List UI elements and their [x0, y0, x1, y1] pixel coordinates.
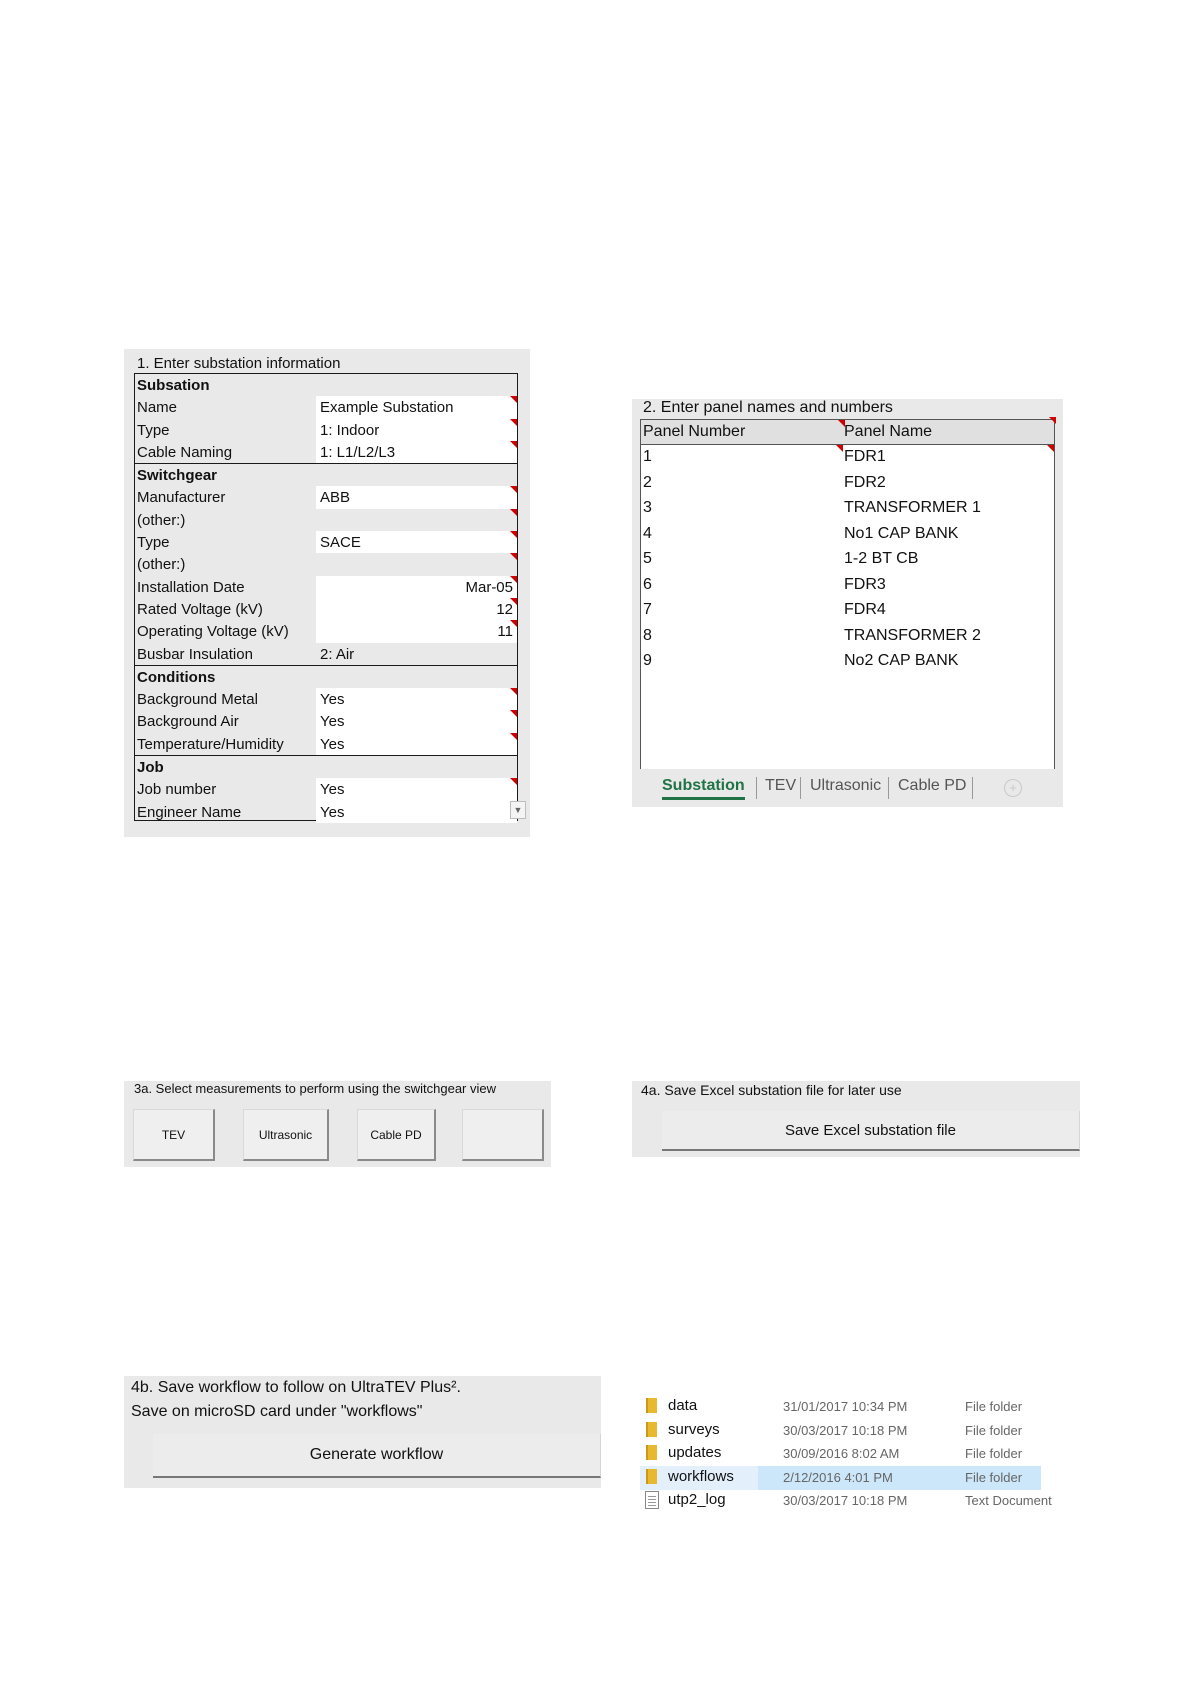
panel-name-cell[interactable]: No1 CAP BANK — [844, 524, 959, 542]
panel-number-cell[interactable]: 5 — [643, 550, 652, 567]
workflow-title-line2: Save on microSD card under "workflows" — [131, 1403, 423, 1420]
file-name: utp2_log — [668, 1491, 726, 1508]
panel-name-cell[interactable]: FDR2 — [844, 473, 886, 491]
field-value-cell[interactable]: SACE — [316, 531, 517, 553]
file-date: 30/09/2016 8:02 AM — [783, 1446, 900, 1461]
table-row — [641, 471, 1054, 497]
section-header — [135, 374, 517, 396]
form-row — [135, 441, 517, 463]
panel-number-cell[interactable]: 1 — [643, 448, 652, 465]
workflow-panel — [124, 1376, 601, 1488]
field-value-cell[interactable] — [316, 553, 517, 575]
field-value-cell[interactable]: 2: Air — [320, 645, 355, 663]
form-row — [135, 801, 517, 823]
tab-divider — [800, 777, 801, 799]
file-name: updates — [668, 1444, 722, 1461]
field-value-cell[interactable]: Yes — [316, 733, 517, 755]
file-list — [640, 1395, 1060, 1525]
substation-info-panel — [124, 349, 530, 837]
field-label: Rated Voltage (kV) — [137, 600, 263, 618]
field-label: Busbar Insulation — [137, 645, 253, 663]
measurements-title: 3a. Select measurements to perform using the switchgear view — [134, 1081, 497, 1096]
form-row — [135, 778, 517, 800]
form-row — [135, 688, 517, 710]
section-title: Job — [137, 759, 164, 777]
field-label: Cable Naming — [137, 443, 233, 461]
tab-cable-pd[interactable]: Cable PD — [898, 777, 967, 794]
file-row[interactable] — [640, 1442, 1060, 1466]
file-type: File folder — [965, 1422, 1023, 1438]
field-label: Type — [137, 421, 170, 439]
measurements-panel — [124, 1081, 551, 1167]
panel-number-cell[interactable]: 4 — [643, 524, 652, 542]
cable-pd-button[interactable]: Cable PD — [357, 1109, 436, 1161]
file-row[interactable] — [640, 1489, 1060, 1513]
blank-button[interactable] — [462, 1109, 544, 1161]
dropdown-arrow-icon[interactable]: ▼ — [510, 801, 526, 819]
field-label: Operating Voltage (kV) — [137, 623, 289, 641]
panel-names-panel — [632, 399, 1063, 807]
generate-workflow-button[interactable]: Generate workflow — [153, 1434, 601, 1478]
table-row — [641, 496, 1054, 522]
field-value-cell[interactable]: Yes — [316, 801, 517, 823]
comment-marker — [1047, 445, 1054, 452]
panel-name-cell[interactable]: TRANSFORMER 1 — [844, 499, 981, 516]
field-value-cell[interactable]: Yes — [316, 710, 517, 732]
section-title: Switchgear — [137, 467, 218, 485]
panel-name-cell[interactable]: 1-2 BT CB — [844, 550, 919, 567]
field-value-cell[interactable]: 1: L1/L2/L3 — [316, 441, 517, 463]
table-row — [641, 445, 1054, 471]
panel-name-cell[interactable]: FDR3 — [844, 575, 886, 593]
field-label: Type — [137, 534, 170, 552]
file-date: 2/12/2016 4:01 PM — [783, 1469, 893, 1485]
form-row — [135, 419, 517, 441]
field-label: (other:) — [137, 556, 186, 574]
panel-number-cell[interactable]: 6 — [643, 575, 652, 593]
file-row[interactable] — [640, 1419, 1060, 1443]
panel-name-cell[interactable]: FDR1 — [844, 448, 886, 465]
tab-ultrasonic[interactable]: Ultrasonic — [810, 777, 882, 794]
text-document-icon — [645, 1491, 659, 1509]
workflow-title — [131, 1376, 461, 1424]
field-value-cell[interactable]: 12 — [316, 598, 517, 620]
file-row[interactable] — [640, 1466, 1060, 1490]
form-row — [135, 710, 517, 732]
tab-substation[interactable]: Substation — [662, 777, 745, 800]
comment-marker — [836, 445, 843, 452]
file-type: File folder — [965, 1446, 1023, 1461]
panel-number-cell[interactable]: 3 — [643, 499, 652, 516]
panel-names-title: 2. Enter panel names and numbers — [643, 399, 893, 416]
field-value-cell[interactable]: 1: Indoor — [316, 419, 517, 441]
panel-name-cell[interactable]: FDR4 — [844, 601, 886, 618]
panel-name-cell[interactable]: TRANSFORMER 2 — [844, 626, 981, 644]
save-excel-panel — [632, 1081, 1080, 1157]
save-excel-title: 4a. Save Excel substation file for later use — [641, 1082, 902, 1098]
folder-icon — [646, 1398, 657, 1413]
file-name: surveys — [668, 1420, 720, 1438]
plus-circle-icon[interactable]: + — [1004, 779, 1022, 797]
panel-name-header: Panel Name — [844, 423, 933, 440]
field-value-cell[interactable] — [316, 509, 517, 531]
section-header — [135, 665, 517, 688]
field-label: (other:) — [137, 511, 186, 529]
tab-divider — [972, 777, 973, 799]
file-type: Text Document — [965, 1493, 1052, 1508]
panel-number-cell[interactable]: 9 — [643, 652, 652, 669]
form-row — [135, 598, 517, 620]
table-row — [641, 624, 1054, 650]
field-label: Manufacturer — [137, 489, 226, 507]
field-label: Job number — [137, 781, 217, 799]
file-name: workflows — [668, 1467, 734, 1485]
sheet-tab-bar — [632, 769, 1063, 807]
form-row — [135, 531, 517, 553]
form-row — [135, 643, 517, 665]
field-label: Temperature/Humidity — [137, 735, 284, 753]
panel-number-cell[interactable]: 7 — [643, 601, 652, 618]
file-row[interactable] — [640, 1395, 1060, 1419]
table-row — [641, 547, 1054, 573]
file-type: File folder — [965, 1469, 1023, 1485]
ultrasonic-button[interactable]: Ultrasonic — [243, 1109, 329, 1161]
folder-icon — [646, 1445, 657, 1460]
panel-names-table — [640, 419, 1055, 771]
field-label: Installation Date — [137, 578, 245, 596]
section-title: Conditions — [137, 668, 216, 686]
field-value-cell[interactable]: Example Substation — [316, 396, 517, 418]
tev-button[interactable]: TEV — [133, 1109, 215, 1161]
section-header — [135, 755, 517, 778]
form-row — [135, 396, 517, 418]
form-row — [135, 553, 517, 575]
form-row — [135, 576, 517, 598]
save-excel-button[interactable]: Save Excel substation file — [662, 1111, 1080, 1151]
workflow-title-line1: 4b. Save workflow to follow on UltraTEV Plus². — [131, 1379, 461, 1396]
form-row — [135, 620, 517, 642]
file-date: 30/03/2017 10:18 PM — [783, 1493, 908, 1508]
form-row — [135, 733, 517, 755]
file-date: 30/03/2017 10:18 PM — [783, 1422, 908, 1438]
field-label: Engineer Name — [137, 803, 242, 821]
file-type: File folder — [965, 1399, 1023, 1414]
substation-form — [134, 373, 518, 821]
panel-number-cell[interactable]: 8 — [643, 626, 652, 644]
field-value-cell[interactable]: ABB — [316, 486, 517, 508]
field-value-cell[interactable]: Mar-05 — [316, 576, 517, 598]
field-value-cell[interactable]: Yes — [316, 778, 517, 800]
field-value-cell[interactable]: 11 — [316, 620, 517, 642]
folder-icon — [646, 1422, 657, 1437]
section-header — [135, 463, 517, 486]
substation-info-title: 1. Enter substation information — [137, 355, 341, 372]
field-value-cell[interactable]: Yes — [316, 688, 517, 710]
panel-name-cell[interactable]: No2 CAP BANK — [844, 652, 959, 669]
form-row — [135, 486, 517, 508]
panel-rows — [641, 445, 1054, 675]
section-title: Subsation — [137, 377, 210, 394]
table-row — [641, 598, 1054, 624]
table-header — [641, 420, 1054, 445]
field-label: Background Air — [137, 713, 239, 731]
folder-icon — [646, 1469, 657, 1484]
tab-divider — [756, 777, 757, 799]
file-name: data — [668, 1397, 698, 1414]
field-label: Name — [137, 399, 178, 417]
tab-tev[interactable]: TEV — [765, 777, 797, 794]
panel-number-cell[interactable]: 2 — [643, 473, 652, 491]
tab-divider — [888, 777, 889, 799]
table-row — [641, 522, 1054, 548]
file-date: 31/01/2017 10:34 PM — [783, 1399, 908, 1414]
table-row — [641, 573, 1054, 599]
table-row — [641, 649, 1054, 675]
form-row — [135, 509, 517, 531]
panel-number-header: Panel Number — [643, 423, 746, 440]
field-label: Background Metal — [137, 691, 258, 709]
